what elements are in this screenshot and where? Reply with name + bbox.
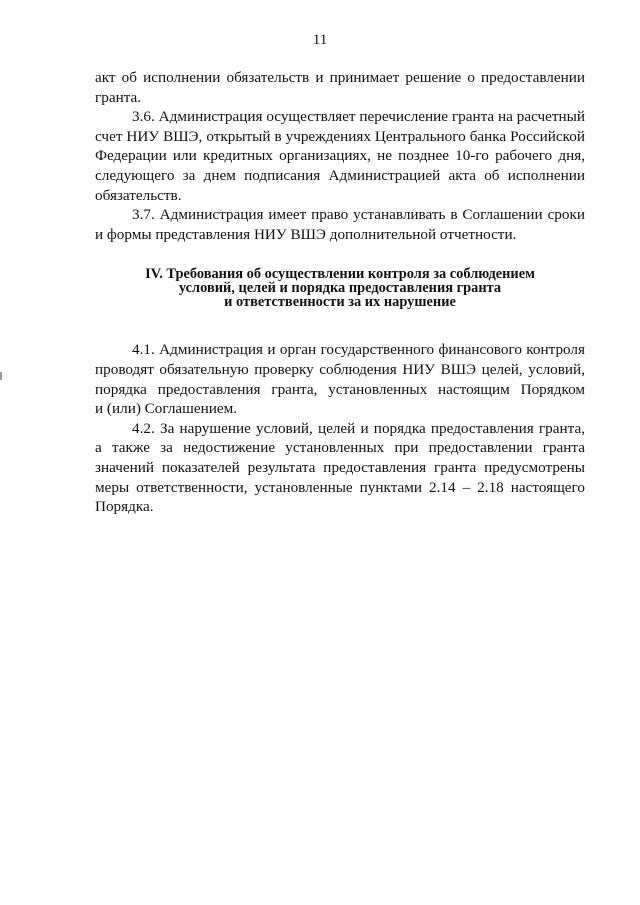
paragraph-3-5-continuation bbox=[95, 68, 585, 107]
heading-line: и ответственности за их нарушение bbox=[224, 294, 456, 311]
text-line: меры ответственности, установленные пунктами 2.14 – 2.18 настоящего bbox=[95, 478, 585, 496]
text-line: 3.6. Администрация осуществляет перечисление гранта на расчетный bbox=[132, 108, 585, 126]
text-line: а также за недостижение установленных при предоставлении гранта bbox=[95, 439, 585, 457]
text-line: 3.7. Администрация имеет право устанавливать в Соглашении сроки bbox=[132, 206, 585, 224]
paragraph-3-7 bbox=[95, 205, 585, 244]
paragraph-4-2 bbox=[95, 419, 585, 517]
document-body bbox=[95, 68, 585, 517]
text-line: и (или) Соглашением. bbox=[95, 400, 238, 418]
text-line: следующего за днем подписания Администрацией акта об исполнении bbox=[95, 166, 585, 184]
text-line: обязательств. bbox=[95, 186, 182, 204]
text-line: значений показателей результата предоставления гранта предусмотрены bbox=[95, 458, 585, 476]
page-number: 11 bbox=[312, 32, 328, 48]
text-line: и формы представления НИУ ВШЭ дополнительной отчетности. bbox=[95, 225, 517, 243]
text-line: 4.2. За нарушение условий, целей и порядка предоставления гранта, bbox=[132, 419, 585, 437]
text-line: акт об исполнении обязательств и принимает решение о предоставлении bbox=[95, 69, 585, 86]
section-heading-iv bbox=[95, 267, 585, 309]
text-line: проводят обязательную проверку соблюдения НИУ ВШЭ целей, условий, bbox=[95, 360, 585, 378]
scan-edge-mark bbox=[0, 372, 2, 380]
paragraph-3-6 bbox=[95, 107, 585, 205]
paragraph-4-1 bbox=[95, 340, 585, 418]
text-line: 4.1. Администрация и орган государственного финансового контроля bbox=[132, 341, 585, 359]
text-line: счет НИУ ВШЭ, открытый в учреждениях Центрального банка Российской bbox=[95, 127, 585, 145]
text-line: гранта. bbox=[95, 88, 142, 106]
heading-line: условий, целей и порядка предоставления гранта bbox=[178, 280, 502, 297]
text-line: Федерации или кредитных организациях, не позднее 10-го рабочего дня, bbox=[95, 147, 585, 165]
text-line: порядка предоставления гранта, установленных настоящим Порядком bbox=[95, 380, 585, 398]
heading-line: IV. Требования об осуществлении контроля за соблюдением bbox=[145, 266, 535, 283]
text-line: Порядка. bbox=[95, 498, 154, 516]
